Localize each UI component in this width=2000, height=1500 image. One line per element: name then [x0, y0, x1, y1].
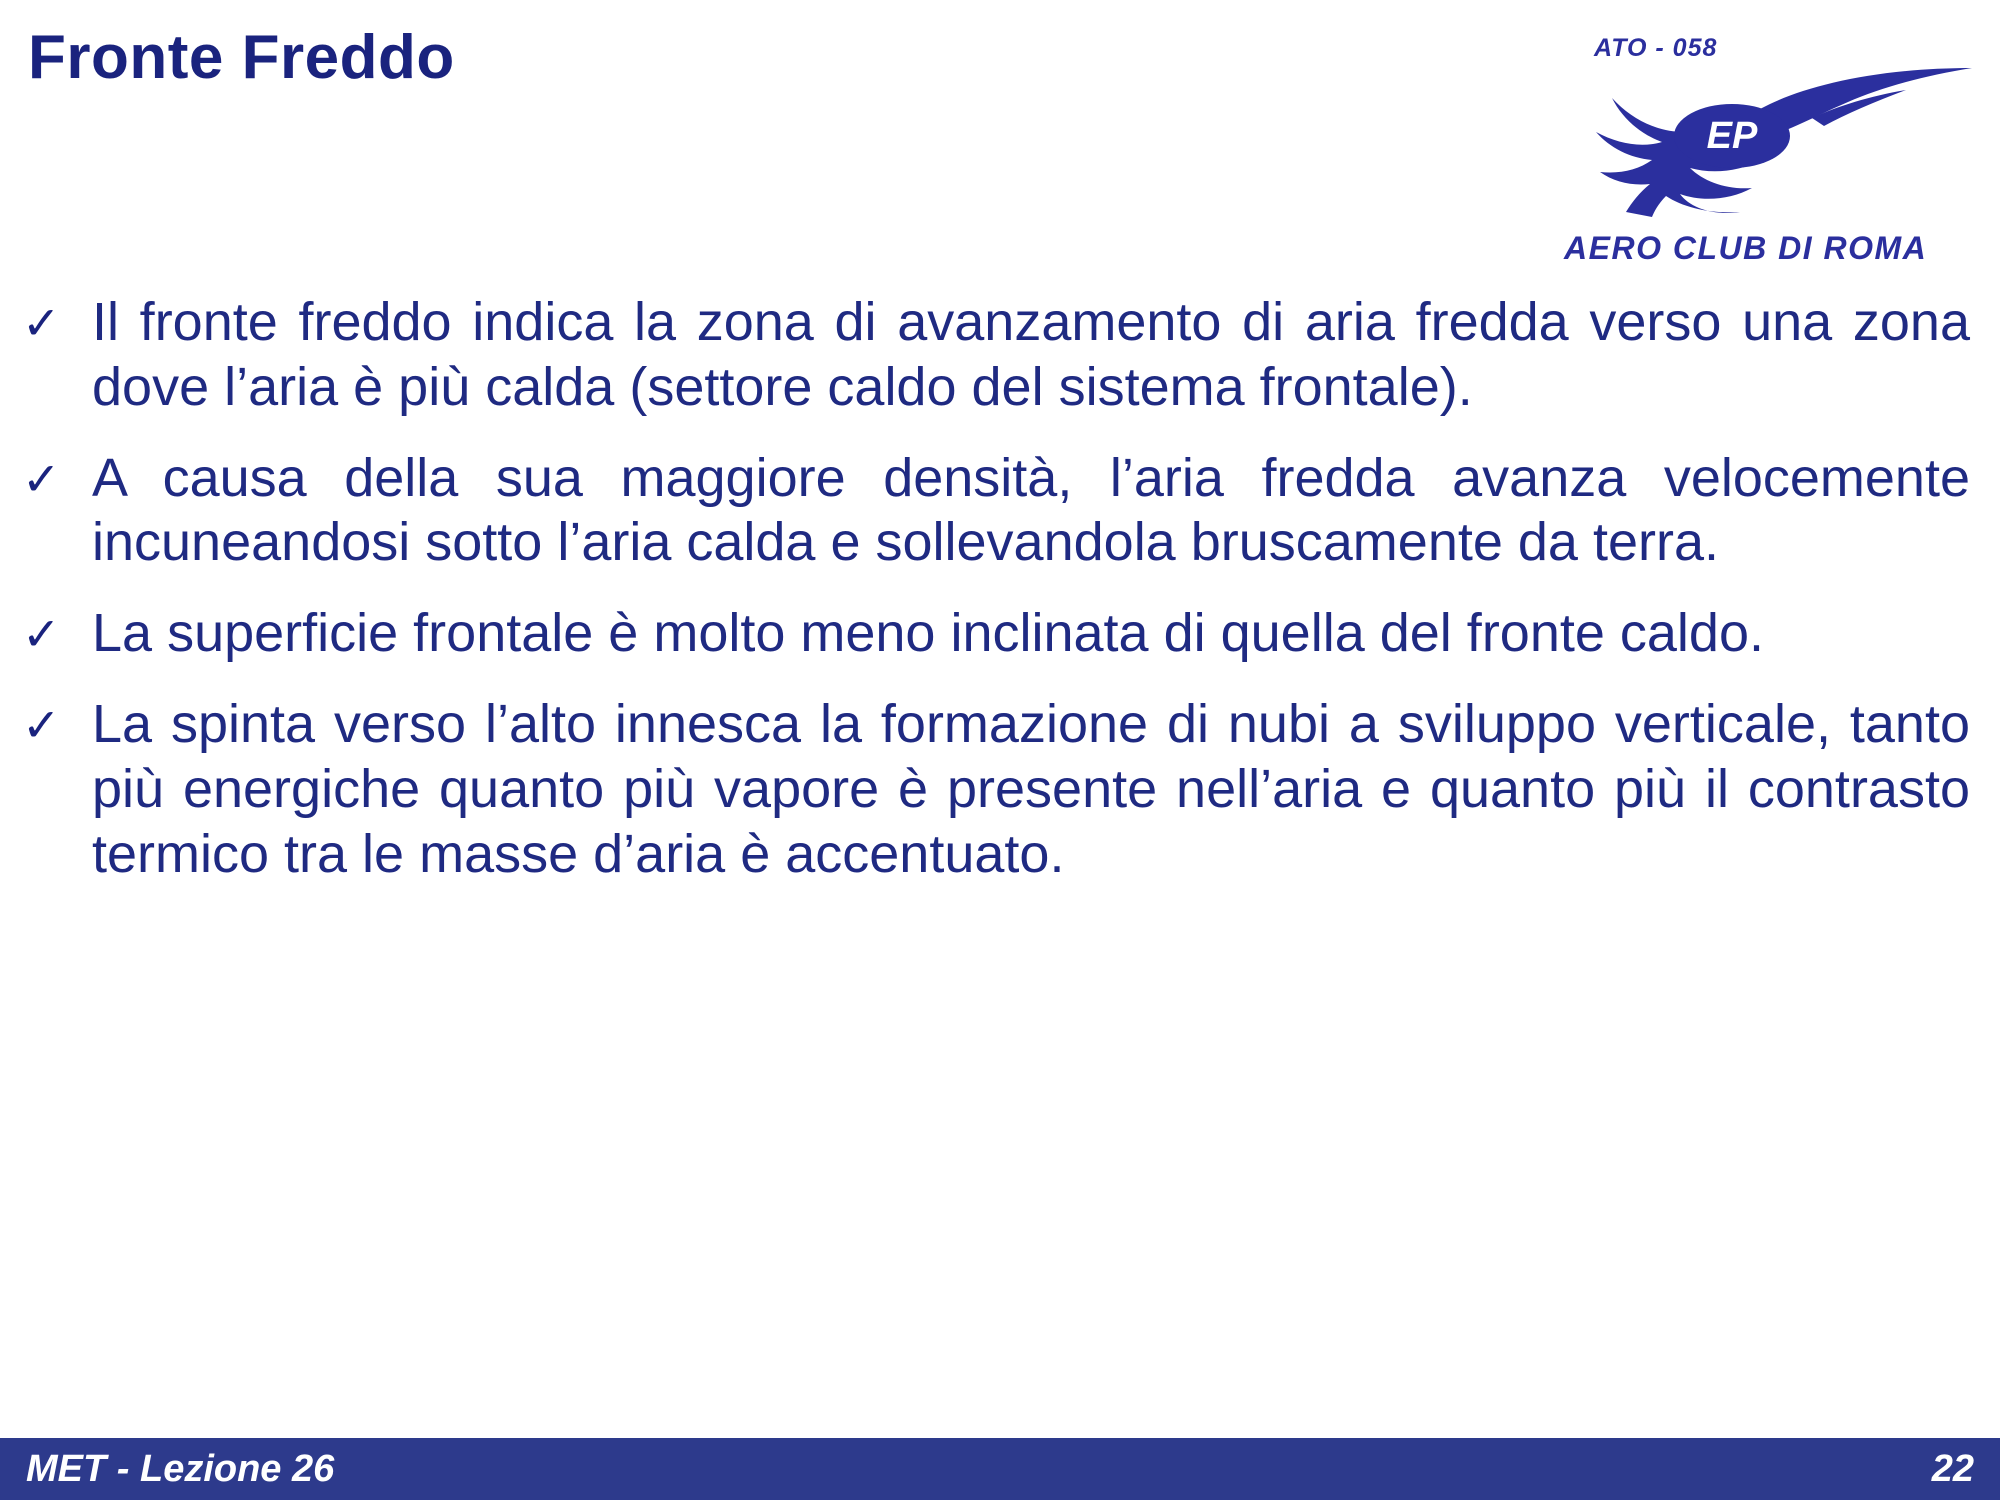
checkmark-icon: ✓: [22, 608, 61, 661]
list-item: [22, 692, 1982, 886]
list-item-text: A causa della sua maggiore densità, l’aria fredda avanza velocemente incuneandosi sotto l’aria calda e sollevandola bruscamente da terra.: [92, 447, 1970, 573]
list-item: [22, 601, 1982, 666]
logo-code-label: ATO - 058: [1594, 34, 1718, 62]
aero-club-logo: [1542, 14, 1982, 279]
eagle-icon: [1562, 62, 1982, 217]
bullet-list: [22, 290, 1982, 912]
list-item: [22, 446, 1982, 576]
list-item-text: La spinta verso l’alto innesca la formazione di nubi a sviluppo verticale, tanto più energiche quanto più vapore è presente nell’aria e quanto più il contrasto termico tra le masse d’aria è accentuato.: [92, 693, 1970, 884]
page-title: Fronte Freddo: [28, 23, 455, 92]
footer-lesson-label: MET - Lezione 26: [26, 1447, 335, 1490]
logo-name-label: AERO CLUB DI ROMA: [1564, 230, 1928, 266]
checkmark-icon: ✓: [22, 452, 61, 505]
checkmark-icon: ✓: [22, 297, 61, 349]
page-number: 22: [1931, 1447, 1974, 1490]
svg-text:EP: EP: [1706, 115, 1758, 157]
list-item-text: La superficie frontale è molto meno inclinata di quella del fronte caldo.: [92, 603, 1764, 664]
list-item-text: Il fronte freddo indica la zona di avanzamento di aria fredda verso una zona dove l’aria è più calda (settore caldo del sistema frontale).: [92, 292, 1970, 417]
checkmark-icon: ✓: [22, 698, 61, 751]
slide-footer: [0, 1438, 2000, 1500]
list-item: [22, 290, 1982, 420]
